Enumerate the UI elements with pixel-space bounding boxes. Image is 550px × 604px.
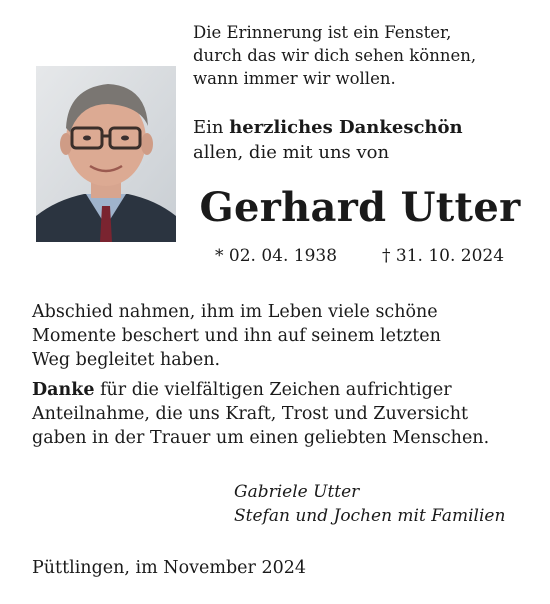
quote-line: durch das wir dich sehen können, <box>193 46 477 65</box>
quote-line: wann immer wir wollen. <box>193 69 396 88</box>
place-date: Püttlingen, im November 2024 <box>32 558 306 578</box>
quote-line: Die Erinnerung ist ein Fenster, <box>193 23 452 42</box>
danke-bold: Danke <box>32 380 95 400</box>
paragraph-line: Weg begleitet haben. <box>32 350 221 370</box>
signer: Stefan und Jochen mit Familien <box>234 506 506 526</box>
paragraph-thanks <box>32 378 532 450</box>
deceased-name: Gerhard Utter <box>199 184 521 231</box>
birth-date: * 02. 04. 1938 <box>215 246 338 266</box>
thanks-block <box>193 115 533 165</box>
portrait-photo <box>36 66 176 242</box>
paragraph-line: Abschied nahmen, ihm im Leben viele schöne <box>32 302 438 322</box>
signer: Gabriele Utter <box>234 482 360 502</box>
death-date: † 31. 10. 2024 <box>382 246 505 266</box>
paragraph-line: Danke für die vielfältigen Zeichen aufrichtiger <box>32 380 452 400</box>
paragraph-line: Momente beschert und ihn auf seinem letzten <box>32 326 441 346</box>
thanks-bold: herzliches Dankeschön <box>229 117 463 138</box>
paragraph-farewell <box>32 300 532 372</box>
quote-block <box>193 21 523 90</box>
signers-block <box>234 480 534 528</box>
paragraph-line: gaben in der Trauer um einen geliebten Menschen. <box>32 428 490 448</box>
thanks-line-1: Ein herzliches Dankeschön <box>193 117 463 138</box>
paragraph-line: Anteilnahme, die uns Kraft, Trost und Zuversicht <box>32 404 469 424</box>
thanks-line-2: allen, die mit uns von <box>193 142 390 163</box>
